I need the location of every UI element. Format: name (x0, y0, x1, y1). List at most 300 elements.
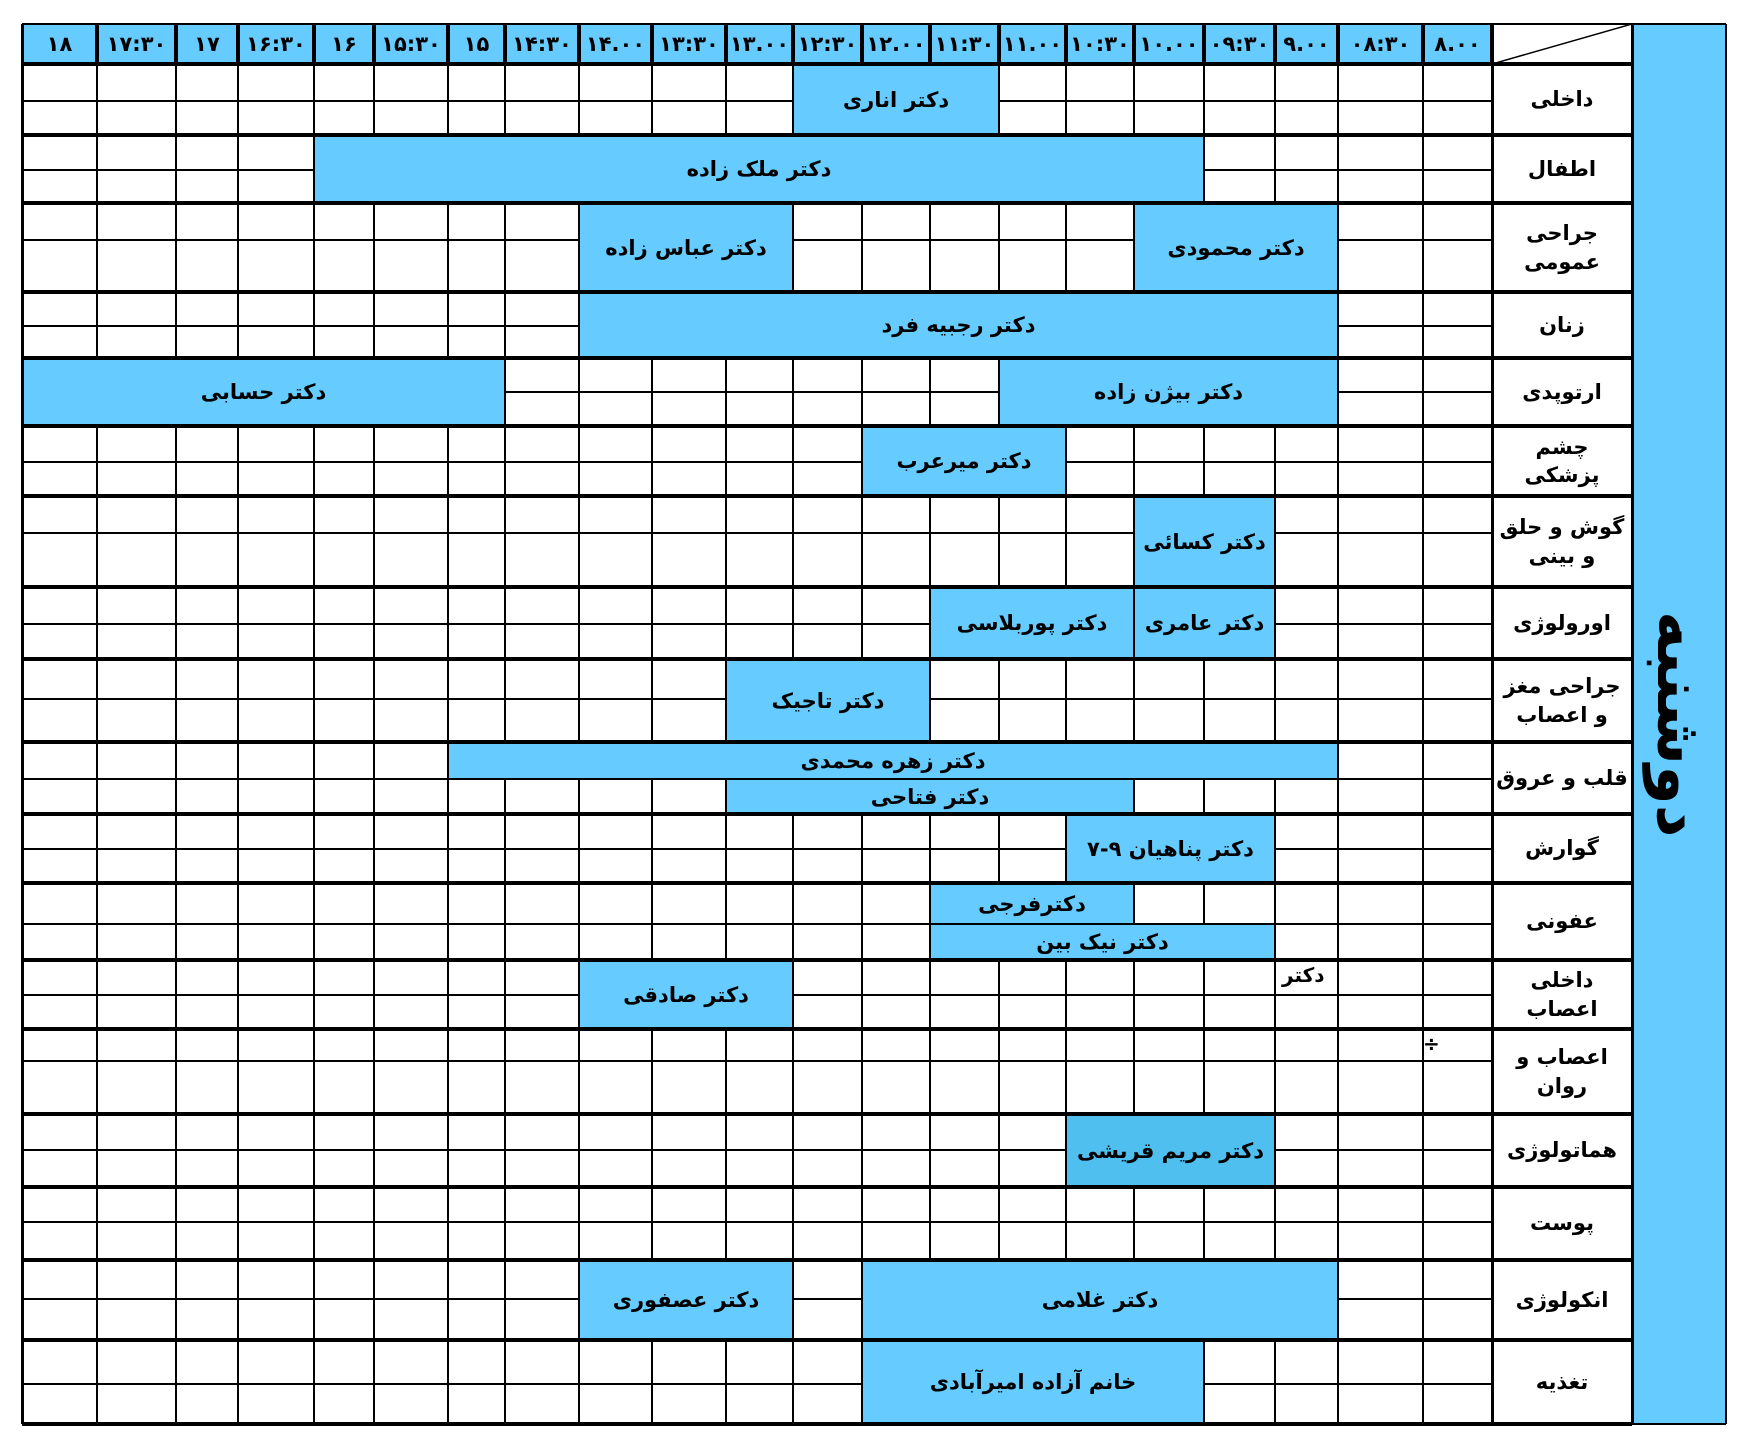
grid-line (1337, 883, 1339, 924)
grid-line (792, 1260, 794, 1299)
grid-line (22, 1027, 1632, 1031)
grid-line (651, 849, 653, 883)
grid-line (96, 814, 98, 849)
grid-line (373, 924, 375, 960)
grid-line (504, 326, 506, 358)
grid-line (725, 883, 727, 924)
grid-line (237, 1029, 239, 1061)
grid-line (651, 358, 653, 392)
grid-line (861, 960, 863, 995)
grid-line (1337, 699, 1339, 742)
grid-line (1133, 1187, 1135, 1222)
grid-line (1065, 1061, 1067, 1114)
grid-line (313, 924, 315, 960)
doctor-slot (726, 659, 930, 742)
time-header-cell: ۱۳.۰۰ (726, 24, 793, 64)
grid-line (373, 1061, 375, 1114)
grid-line (313, 849, 315, 883)
grid-line (1337, 779, 1339, 814)
grid-line (373, 101, 375, 135)
grid-line (373, 292, 375, 326)
grid-line (96, 1150, 98, 1187)
grid-line (22, 585, 1632, 589)
grid-line (96, 742, 98, 779)
grid-line (1422, 392, 1424, 426)
grid-line (1422, 496, 1424, 533)
grid-line (447, 924, 449, 960)
grid-line (1133, 960, 1135, 995)
grid-line (447, 849, 449, 883)
grid-line (237, 1187, 239, 1222)
grid-line (651, 1384, 653, 1424)
grid-line (861, 624, 863, 659)
grid-line (861, 462, 863, 496)
grid-line (1133, 496, 1135, 533)
grid-line (22, 100, 793, 102)
grid-line (21, 1029, 24, 1061)
grid-line (861, 24, 863, 64)
grid-line (1337, 1299, 1339, 1340)
grid-line (96, 326, 98, 358)
doctor-name: دکترفرجی (978, 891, 1086, 916)
grid-line (725, 358, 727, 392)
grid-line (22, 239, 579, 241)
grid-line (447, 1029, 449, 1061)
grid-line (861, 1061, 863, 1114)
grid-line (998, 1222, 1000, 1260)
doctor-slot (1066, 1114, 1275, 1187)
grid-line (447, 995, 449, 1029)
grid-line (1337, 1187, 1339, 1222)
grid-line (175, 240, 177, 292)
time-header-cell: ۱۴:۳۰ (505, 24, 579, 64)
grid-line (1133, 1061, 1135, 1114)
grid-line (237, 292, 239, 326)
grid-line (237, 624, 239, 659)
grid-line (373, 849, 375, 883)
grid-line (96, 1260, 98, 1299)
department-label: ارتوپدی (1522, 379, 1602, 404)
grid-line (21, 1260, 24, 1299)
grid-line (725, 659, 727, 699)
grid-line (96, 1114, 98, 1150)
grid-line (175, 883, 177, 924)
grid-line (1203, 24, 1205, 64)
grid-line (447, 814, 449, 849)
time-header-cell: ۱۶:۳۰ (238, 24, 314, 64)
department-label: پوست (1530, 1211, 1594, 1236)
grid-line (504, 203, 506, 240)
grid-line (447, 1384, 449, 1424)
grid-line (792, 1150, 794, 1187)
grid-line (1274, 924, 1276, 960)
grid-line (1337, 24, 1339, 64)
grid-line (1337, 292, 1339, 326)
grid-line (578, 64, 580, 101)
grid-line (792, 64, 794, 101)
grid-line (1065, 1029, 1067, 1061)
grid-line (1065, 1187, 1067, 1222)
grid-line (578, 1187, 580, 1222)
doctor-slot (1134, 203, 1338, 292)
doctor-slot (579, 1260, 793, 1340)
grid-line (504, 1384, 506, 1424)
grid-line (725, 462, 727, 496)
grid-line (578, 292, 580, 326)
department-label: اعصاب و روان (1516, 1045, 1608, 1098)
grid-line (1337, 496, 1339, 533)
grid-line (504, 1222, 506, 1260)
doctor-slot (999, 358, 1338, 426)
grid-line (861, 1260, 863, 1299)
grid-line (651, 533, 653, 587)
grid-line (96, 1340, 98, 1384)
grid-line (1337, 426, 1339, 462)
grid-line (861, 240, 863, 292)
grid-line (21, 203, 24, 240)
grid-line (504, 1114, 506, 1150)
grid-line (313, 426, 315, 462)
grid-line (22, 23, 1632, 25)
grid-line (1274, 1384, 1276, 1424)
grid-line (21, 849, 24, 883)
doctor-slot (862, 426, 1066, 496)
grid-line (578, 699, 580, 742)
grid-line (1274, 699, 1276, 742)
grid-line (1422, 883, 1424, 924)
grid-line (1337, 462, 1339, 496)
grid-line (578, 849, 580, 883)
grid-line (651, 1340, 653, 1384)
grid-line (175, 24, 177, 64)
grid-line (578, 392, 580, 426)
grid-line (861, 1299, 863, 1340)
grid-line (792, 1299, 794, 1340)
grid-line (792, 995, 794, 1029)
grid-line (1337, 960, 1339, 995)
grid-line (929, 960, 931, 995)
grid-line (725, 496, 727, 533)
department-label: هماتولوژی (1507, 1138, 1617, 1163)
grid-line (447, 960, 449, 995)
grid-line (175, 203, 177, 240)
grid-line (1203, 883, 1205, 924)
grid-line (861, 358, 863, 392)
grid-line (21, 1187, 24, 1222)
grid-line (22, 1060, 1492, 1062)
grid-line (21, 64, 24, 101)
grid-line (96, 240, 98, 292)
stray-symbol: ÷ (1423, 1032, 1440, 1056)
grid-line (1422, 624, 1424, 659)
time-header-cell: ۰۹:۳۰ (1204, 24, 1275, 64)
grid-line (792, 462, 794, 496)
grid-line (1337, 1222, 1339, 1260)
grid-line (725, 1150, 727, 1187)
grid-line (175, 587, 177, 624)
department-label: اورولوژی (1513, 610, 1611, 635)
grid-line (725, 1061, 727, 1114)
grid-line (22, 325, 579, 327)
grid-line (373, 1260, 375, 1299)
grid-line (1274, 426, 1276, 462)
grid-line (22, 958, 1632, 962)
grid-line (313, 699, 315, 742)
grid-line (22, 740, 1632, 744)
grid-line (447, 624, 449, 659)
grid-line (237, 533, 239, 587)
grid-line (1422, 101, 1424, 135)
grid-line (793, 1298, 862, 1300)
grid-line (725, 1384, 727, 1424)
grid-line (578, 779, 580, 814)
grid-line (175, 1299, 177, 1340)
department-label: اطفال (1527, 156, 1597, 181)
grid-line (21, 426, 24, 462)
grid-line (578, 358, 580, 392)
grid-line (792, 1061, 794, 1114)
grid-line (175, 496, 177, 533)
grid-line (175, 1150, 177, 1187)
grid-line (504, 1029, 506, 1061)
grid-line (175, 995, 177, 1029)
grid-line (861, 995, 863, 1029)
grid-line (313, 1384, 315, 1424)
grid-line (373, 64, 375, 101)
grid-line (792, 533, 794, 587)
grid-line (22, 461, 862, 463)
grid-line (1274, 1114, 1276, 1150)
grid-line (1422, 170, 1424, 203)
grid-line (792, 426, 794, 462)
grid-line (237, 101, 239, 135)
grid-line (175, 462, 177, 496)
grid-line (1133, 1222, 1135, 1260)
grid-line (578, 1260, 580, 1299)
grid-line (998, 1061, 1000, 1114)
grid-line (447, 240, 449, 292)
grid-line (1274, 779, 1276, 814)
grid-line (237, 779, 239, 814)
grid-line (578, 240, 580, 292)
grid-line (1275, 623, 1492, 625)
grid-line (1337, 1260, 1339, 1299)
grid-line (237, 496, 239, 533)
grid-line (929, 587, 931, 624)
grid-line (373, 1340, 375, 1384)
grid-line (998, 699, 1000, 742)
grid-line (1203, 170, 1205, 203)
grid-line (651, 1187, 653, 1222)
doctor-slot (930, 587, 1134, 659)
department-label: انکولوژی (1515, 1287, 1609, 1312)
doctor-name: دکتر غلامی (1041, 1288, 1159, 1312)
grid-line (313, 135, 315, 170)
day-title: دوشنبه (1642, 610, 1716, 838)
doctor-name: دکتر صادقی (623, 982, 749, 1007)
doctor-slot (579, 203, 793, 292)
grid-line (1422, 203, 1424, 240)
grid-line (1274, 170, 1276, 203)
grid-line (373, 1150, 375, 1187)
grid-line (313, 64, 315, 101)
grid-line (792, 240, 794, 292)
grid-line (1422, 426, 1424, 462)
grid-line (504, 1340, 506, 1384)
grid-line (96, 101, 98, 135)
grid-line (861, 1222, 863, 1260)
grid-line (237, 659, 239, 699)
grid-line (447, 292, 449, 326)
grid-line (96, 170, 98, 203)
grid-line (22, 290, 1632, 294)
grid-line (237, 64, 239, 101)
grid-line (504, 1187, 506, 1222)
grid-line (998, 960, 1000, 995)
grid-line (447, 462, 449, 496)
grid-line (447, 203, 449, 240)
grid-line (447, 1340, 449, 1384)
department-label: گوارش (1525, 836, 1599, 861)
grid-line (447, 101, 449, 135)
grid-line (1133, 533, 1135, 587)
grid-line (998, 533, 1000, 587)
grid-line (651, 1222, 653, 1260)
grid-line (237, 462, 239, 496)
doctor-name: دکتر فتاحی (870, 784, 990, 809)
grid-line (313, 1029, 315, 1061)
grid-line (504, 699, 506, 742)
grid-line (1065, 24, 1067, 64)
grid-line (1422, 1260, 1424, 1299)
grid-line (96, 533, 98, 587)
grid-line (861, 1384, 863, 1424)
grid-line (998, 392, 1000, 426)
grid-line (792, 1114, 794, 1150)
grid-line (1337, 1029, 1339, 1061)
doctor-name: دکتر میرعرب (896, 449, 1032, 473)
grid-line (1337, 1061, 1339, 1114)
doctor-slot (793, 64, 999, 135)
doctor-name: دکتر عباس زاده (605, 235, 767, 260)
grid-line (21, 496, 24, 533)
department-label: زنان (1539, 312, 1585, 337)
time-header-cell: ۱۵ (448, 24, 505, 64)
doctor-slot (314, 135, 1204, 203)
day-column (1632, 24, 1726, 1424)
grid-line (861, 849, 863, 883)
grid-line (373, 883, 375, 924)
grid-line (1203, 1029, 1205, 1061)
grid-line (504, 779, 506, 814)
grid-line (998, 496, 1000, 533)
doctor-name: دکتر عصفوری (612, 1288, 760, 1312)
grid-line (373, 496, 375, 533)
doctor-name: دکتر تاجیک (771, 688, 885, 713)
grid-line (1337, 1114, 1339, 1150)
doctor-name: خانم آزاده امیرآبادی (929, 1370, 1137, 1394)
grid-line (1422, 814, 1424, 849)
grid-line (373, 1384, 375, 1424)
grid-line (929, 624, 931, 659)
grid-line (22, 881, 1632, 885)
grid-line (792, 24, 794, 64)
grid-line (1274, 1340, 1276, 1384)
grid-line (1203, 1340, 1205, 1384)
grid-line (447, 24, 449, 64)
grid-line (1203, 135, 1205, 170)
grid-line (929, 358, 931, 392)
grid-line (373, 24, 375, 64)
grid-line (373, 624, 375, 659)
grid-line (447, 1187, 449, 1222)
doctor-slot (1134, 496, 1275, 587)
grid-line (313, 203, 315, 240)
grid-line (578, 1340, 580, 1384)
grid-line (373, 203, 375, 240)
grid-line (1066, 461, 1492, 463)
grid-line (651, 426, 653, 462)
grid-line (22, 778, 1492, 780)
grid-line (373, 240, 375, 292)
grid-line (578, 533, 580, 587)
grid-line (1274, 1029, 1276, 1061)
grid-line (313, 742, 315, 779)
doctor-slot (930, 924, 1275, 960)
grid-line (237, 1340, 239, 1384)
grid-line (1274, 995, 1276, 1029)
grid-line (96, 64, 98, 101)
grid-line (1274, 1150, 1276, 1187)
grid-line (861, 1340, 863, 1384)
grid-line (1274, 101, 1276, 135)
grid-line (447, 533, 449, 587)
grid-line (21, 326, 24, 358)
time-header-cell: ۱۲.۰۰ (862, 24, 930, 64)
grid-line (725, 101, 727, 135)
grid-line (1422, 995, 1424, 1029)
grid-line (313, 101, 315, 135)
time-header-cell: ۱۰:۳۰ (1066, 24, 1134, 64)
grid-line (22, 1112, 1632, 1116)
grid-line (504, 960, 506, 995)
grid-line (96, 699, 98, 742)
grid-line (21, 170, 24, 203)
grid-line (1133, 24, 1135, 64)
grid-line (1274, 960, 1276, 995)
grid-line (96, 1384, 98, 1424)
grid-line (22, 133, 1632, 137)
grid-line (237, 883, 239, 924)
grid-line (447, 1299, 449, 1340)
grid-line (578, 1150, 580, 1187)
grid-line (578, 1299, 580, 1340)
grid-line (1422, 779, 1424, 814)
doctor-slot (1134, 587, 1275, 659)
grid-line (1422, 742, 1424, 779)
grid-line (21, 1340, 24, 1384)
grid-line (651, 659, 653, 699)
grid-line (373, 1187, 375, 1222)
grid-line (1065, 1114, 1067, 1150)
grid-line (447, 1061, 449, 1114)
grid-line (373, 1029, 375, 1061)
grid-line (929, 659, 931, 699)
grid-line (1065, 462, 1067, 496)
grid-line (1065, 814, 1067, 849)
grid-line (1274, 1187, 1276, 1222)
grid-line (1274, 533, 1276, 587)
